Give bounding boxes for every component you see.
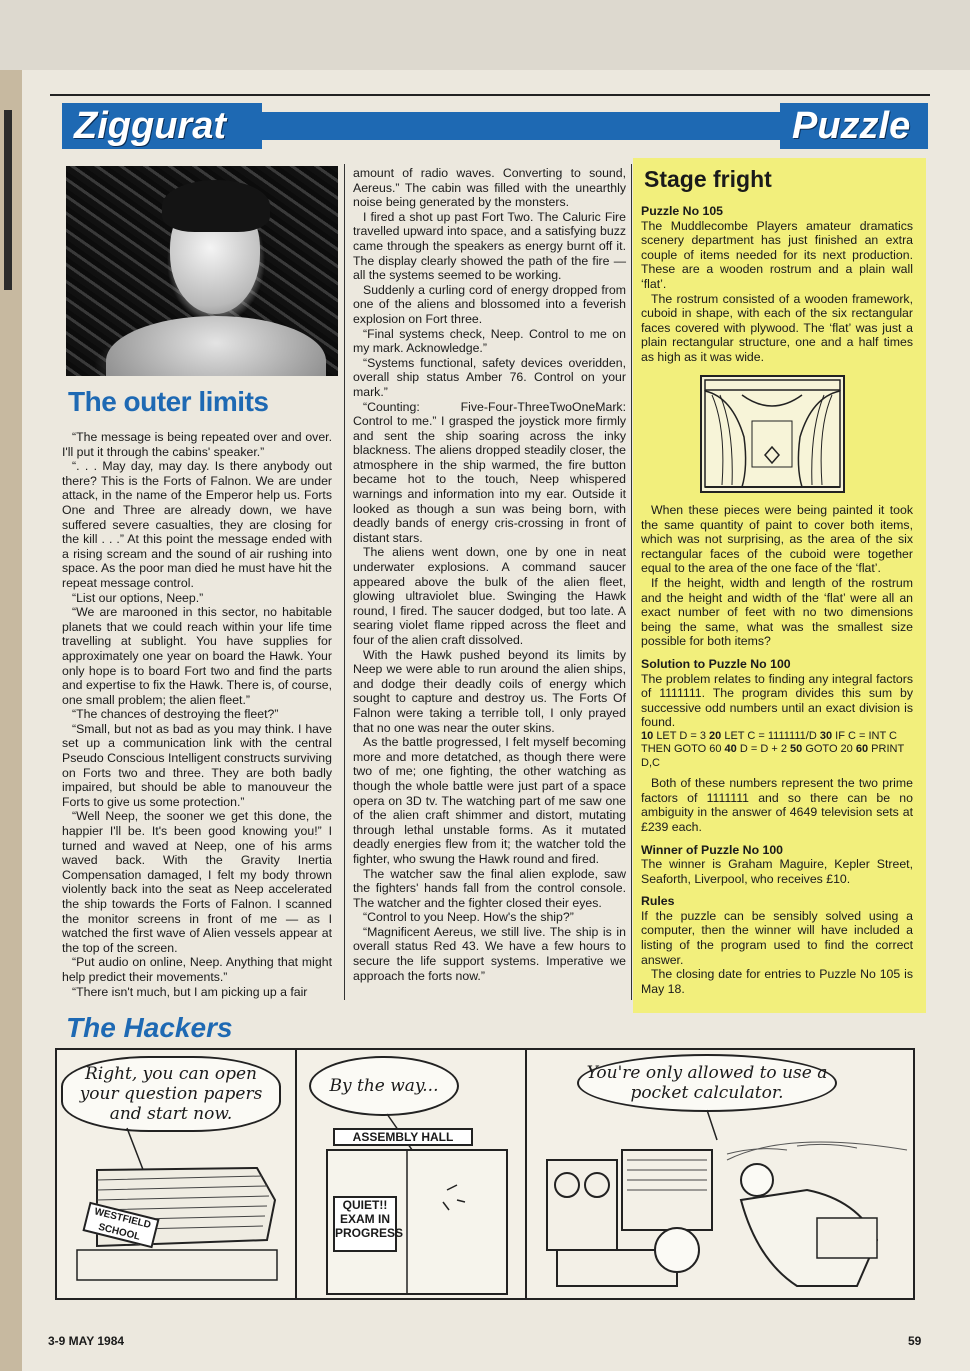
paragraph: The aliens went down, one by one in neat underwater explosions. A command saucer appeared above the bulk of the alien fleet, glowing ultraviolet blue. Swinging the Hawk round, I fired. The saucer dodged, but too late. A searing violet flame ripped across the fleet and four of the alien craft dissolved. bbox=[353, 545, 626, 647]
paragraph: When these pieces were being painted it took the same quantity of paint to cover both items, which was not surprising, as the area of the six rectangular faces of the cuboid were together equal to the area of the one face of the ‘flat’. bbox=[641, 503, 913, 576]
paragraph: Suddenly a curling cord of energy dropped from one of the aliens and blossomed into a feverish explosion on Fort three. bbox=[353, 282, 626, 326]
section-title-ziggurat: Ziggurat bbox=[62, 103, 262, 149]
paragraph: With the Hawk pushed beyond its limits by Neep we were able to run around the alien ships, and dodge their deadly coils of energy which sought to capture and destroy us. The Forts Of Falnon were taking a terrible toll, I only prayed that no one was near the outer skins. bbox=[353, 647, 626, 735]
comic-panel-3 bbox=[527, 1050, 913, 1298]
paragraph: “Small, but not as bad as you may think. I have set up a communication link with the central Pseudo Conscious Intelligent constructs surviving on Forts two and three. They are both badly impaired, but should be able to manouveur the Forts to give us some protection.” bbox=[62, 721, 332, 809]
exam-notice: QUIET!! EXAM IN PROGRESS bbox=[333, 1196, 397, 1252]
speech-bubble: By the way... bbox=[309, 1056, 459, 1116]
winner-heading: Winner of Puzzle No 100 bbox=[641, 842, 784, 857]
paragraph: “List our options, Neep.” bbox=[72, 590, 204, 605]
paragraph: “Final systems check, Neep. Control to me on my mark. Acknowledge.” bbox=[353, 326, 626, 356]
line-code: LET C = 1111111/D bbox=[724, 729, 817, 742]
comic-title: The Hackers bbox=[66, 1012, 233, 1043]
paragraph: “Counting: Five-Four-ThreeTwoOneMark: Control to me.” I grasped the joystick more firmly and sent the ship soaring across the inky blackness. The aliens dropped steadily closer, the atmosphere in the ship warmed, the fire button became hot to the touch, Neep whispered warnings and information into my ear. Outside it looked as though a sun was being born, with deadly bands of energy cris-crossing in front of distant stars. bbox=[353, 399, 626, 545]
line-number: 20 bbox=[709, 729, 722, 742]
stage-illustration bbox=[700, 375, 845, 493]
puzzle-body bbox=[641, 503, 913, 996]
paragraph: “Well Neep, the sooner we get this done, the happier I'll be. It's been good knowing you!” I turned and waved at Neep, one of his arms waved back. With the Gravity Inertia Compensation damaged, I felt my body thrown violently back into the seat as Neep accelerated the ship towards the Forts of Falnon. I scanned the monitor screens in front of me — as I watched the first wave of Alien vessels appear at the top of the screen. bbox=[62, 809, 332, 955]
column-divider bbox=[344, 164, 345, 1000]
hall-sign: ASSEMBLY HALL bbox=[333, 1128, 473, 1146]
rules-text: The closing date for entries to Puzzle No 105 is May 18. bbox=[641, 967, 913, 996]
line-number: 10 bbox=[641, 729, 654, 742]
line-number: 40 bbox=[724, 743, 737, 756]
school-sign: WESTFIELD SCHOOL bbox=[82, 1202, 159, 1249]
speech-bubble: Right, you can open your question papers and start now. bbox=[61, 1056, 281, 1132]
line-code: GOTO 20 bbox=[805, 743, 853, 756]
puzzle-number: Puzzle No 105 bbox=[641, 204, 724, 218]
paragraph: “Put audio on online, Neep. Anything that might help predict their movements.” bbox=[62, 955, 332, 984]
line-number: 50 bbox=[790, 743, 803, 756]
line-number: 60 bbox=[855, 743, 869, 756]
column-divider bbox=[631, 164, 632, 1000]
winner-text: The winner is Graham Maguire, Kepler Street, Seaforth, Liverpool, who receives £10. bbox=[641, 857, 913, 886]
comic-panel-2 bbox=[297, 1050, 527, 1298]
speech-bubble: You're only allowed to use a pocket calculator. bbox=[577, 1054, 837, 1112]
puzzle-intro bbox=[641, 204, 913, 365]
line-code: PRINT D,C bbox=[641, 743, 904, 769]
header-band bbox=[260, 112, 780, 140]
story-column-2 bbox=[353, 166, 626, 983]
line-code: LET D = 3 bbox=[656, 729, 706, 742]
line-number: 30 bbox=[819, 729, 833, 742]
paragraph: I fired a shot up past Fort Two. The Caluric Fire travelled upward into space, and a satisfying buzz came through the speakers as energy burnt off it. The display clearly showed the path of the fire — all the systems seemed to be working. bbox=[353, 209, 626, 283]
paragraph: “Systems functional, safety devices overidden, overall ship status Amber 76. Control on your mark.” bbox=[353, 355, 626, 399]
puzzle-title: Stage fright bbox=[644, 166, 772, 192]
story-column-1 bbox=[62, 430, 332, 999]
top-rule bbox=[50, 94, 930, 96]
page-number: 59 bbox=[908, 1334, 922, 1348]
hall-drawing bbox=[297, 1050, 523, 1298]
paragraph: “The message is being repeated over and over. I'll put it through the cabins' speaker.” bbox=[62, 430, 332, 459]
paragraph: The rostrum consisted of a wooden framework, cuboid in shape, with each of the six rectangular faces covered with plywood. The ‘flat’ was just a plain rectangular structure, one and a half times as high as it was wide. bbox=[641, 291, 913, 364]
author-photo bbox=[66, 166, 338, 376]
paragraph: “There isn't much, but I am picking up a fair bbox=[72, 984, 308, 999]
paragraph: If the height, width and length of the rostrum and the height and width of the ‘flat’ were all an exact number of feet with no two dimensions being the same, what was the smallest size possible for both items? bbox=[641, 575, 913, 649]
solution-text: The problem relates to finding any integral factors of 1111111. The program divides this sum by successive odd numbers until an exact division is found. bbox=[641, 671, 913, 730]
paragraph: “Control to you Neep. How's the ship?” bbox=[363, 910, 574, 925]
story-heading: The outer limits bbox=[68, 386, 269, 417]
solution-conclusion: Both of these numbers represent the two prime factors of 1111111 and so there can be no ambiguity in the answer of 4649 television sets at £239 each. bbox=[641, 776, 913, 834]
rules-text: If the puzzle can be sensibly solved using a computer, then the winner will have included a listing of the program used to find the correct answer. bbox=[641, 908, 913, 967]
line-code: IF C = INT C THEN GOTO 60 bbox=[641, 729, 897, 756]
exam-room-drawing bbox=[527, 1050, 913, 1298]
comic-panel-1 bbox=[57, 1050, 297, 1298]
paragraph: As the battle progressed, I felt myself becoming more and more detatched, as though there were two of me; one fighting, the other watching as though the whole battle were just part of a space opera on 3D tv. The watching part of me saw one of the alien craft shimmer and distort, mutating through lethal unstable forms. As it mutated deadly energies flew from it; the watcher told the fighter, who swung the Hawk round and fired. bbox=[353, 735, 626, 866]
paragraph: The watcher saw the final alien explode, saw the fighters' hands fall from the control console. The watcher and the fighter closed their eyes. bbox=[353, 866, 626, 910]
paragraph: “. . . May day, may day. Is there anybody out there? This is the Forts of Falnon. We are under attack, in the name of the Emperor help us. Forts One and Three are already down, we have suffered severe casualties, they are closing for the kill . . .” At this point the message ended with a rising scream and the sound of air rushing into space. As the poor man died he must have hit the repeat message control. bbox=[62, 459, 333, 590]
line-code: D = D + 2 bbox=[739, 743, 787, 756]
school-drawing bbox=[57, 1050, 293, 1298]
paragraph: “The chances of destroying the fleet?” bbox=[72, 707, 279, 722]
paragraph: “We are marooned in this sector, no habitable planets that we could reach within your life time travelling at sublight. You have supplies for approximately one year on board the Hawk. Your only hope is to board Fort two and find the parts and expertise to fix the Hawk. There is, of course, one small problem; the alien fleet.” bbox=[62, 605, 332, 707]
issue-date: 3-9 MAY 1984 bbox=[48, 1334, 125, 1348]
solution-heading: Solution to Puzzle No 100 bbox=[641, 656, 791, 671]
previous-page-edge bbox=[0, 70, 22, 1371]
comic-strip bbox=[55, 1048, 915, 1300]
section-title-puzzle: Puzzle bbox=[780, 103, 928, 149]
paragraph: “Magnificent Aereus, we still live. The ship is in overall status Red 43. We have a few hours to secure the life support systems. Imperative we approach the forts now.” bbox=[353, 924, 626, 983]
paragraph: The Muddlecombe Players amateur dramatics scenery department has just finished an extra couple of items needed for its next production. These are a wooden rostrum and a plain wall ‘flat’. bbox=[641, 218, 913, 291]
paragraph: amount of radio waves. Converting to sound, Aereus.” The cabin was filled with the unearthly noise being generated by the monsters. bbox=[353, 166, 626, 210]
rules-heading: Rules bbox=[641, 894, 675, 909]
basic-listing bbox=[641, 730, 913, 770]
